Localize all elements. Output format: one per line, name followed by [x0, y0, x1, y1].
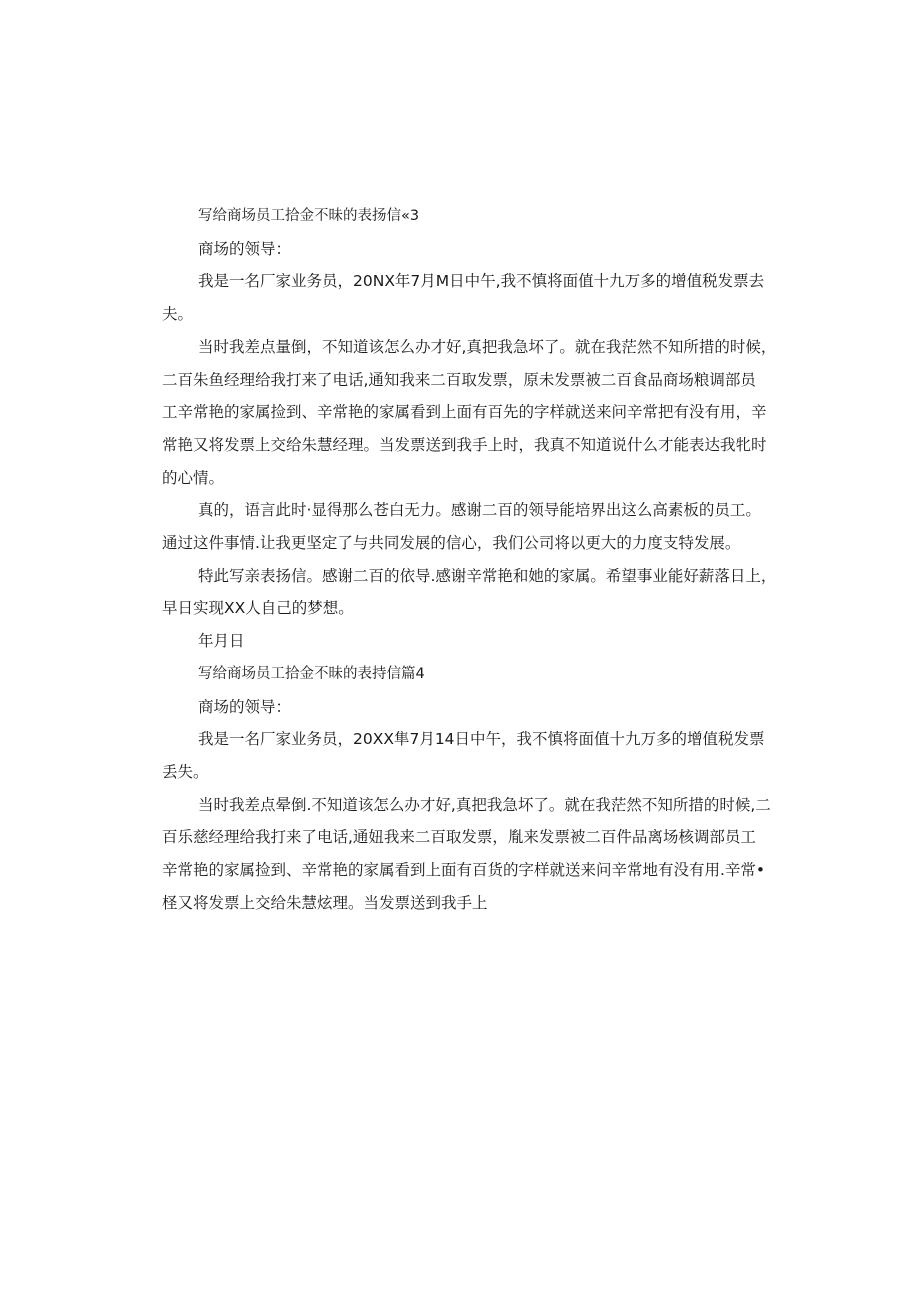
paragraph-line: 常艳又将发票上交给朱慧经理。当发票送到我手上时，我真不知道说什么才能表达我牝时	[162, 435, 767, 454]
paragraph-3-2	[162, 331, 777, 495]
paragraph-line: 的心情。	[162, 468, 225, 487]
paragraph-3-1	[162, 265, 772, 330]
paragraph-line: 百乐慈经理给我打来了电话,通妞我来二百取发票，胤来发票被二百件品离场核调部员工	[162, 828, 756, 847]
paragraph-line: 二百朱鱼经理给我打来了电话,通知我来二百取发票，原未发票被二百食品商场粮调部员	[162, 370, 756, 389]
paragraph-4-1	[162, 723, 772, 788]
paragraph-line: 真的，语言此时·显得那么苍白无力。感谢二百的领导能培界出这么高素板的员工。	[198, 501, 761, 520]
paragraph-line: 当时我差点晕倒.不知道该怎么办才好,真把我急坏了。就在我茫然不知所措的时候,二	[198, 795, 771, 814]
paragraph-3-4	[162, 560, 777, 625]
paragraph-line: 夫。	[162, 305, 194, 324]
letter-title-3: 写给商场员工拾金不昧的表扬信«3	[198, 208, 420, 224]
paragraph-line: 工辛常艳的家属捡到、辛常艳的家属看到上面有百先的字样就送来问辛常把有没有用，辛	[162, 403, 767, 422]
paragraph-line: 我是一名厂家业务员，20NX年7月M日中午,我不慎将面值十九万多的增值税发票去	[198, 272, 765, 291]
letter-title-4: 写给商场员工拾金不昧的表持信篇4	[198, 665, 425, 682]
paragraph-line: 特此写亲表扬信。感谢二百的依导.感谢辛常艳和她的家属。希望事业能好薪落日上，	[198, 566, 777, 585]
paragraph-line: 当时我差点量倒，不知道该怎么办才好,真把我急坏了。就在我茫然不知所措的时候，	[198, 337, 777, 356]
paragraph-line: 我是一名厂家业务员，20XX隼7月14日中午，我不慎将面值十九万多的增值税发票	[198, 730, 765, 749]
paragraph-line: 早日实现XX人自己的梦想。	[162, 599, 354, 618]
document-page	[162, 200, 777, 919]
paragraph-line: 辛常艳的家属捡到、辛常艳的家属看到上面有百货的字样就送来问辛常地有没有用.辛常•	[162, 861, 766, 880]
paragraph-line: 通过这件事情.让我更坚定了与共同发展的信心，我们公司将以更大的力度支特发展。	[162, 534, 741, 553]
salutation-4: 商场的领导：	[198, 697, 292, 716]
paragraph-line: 柽又将发票上交给朱慧炫理。当发票送到我手上	[162, 893, 488, 912]
paragraph-line: 丢失。	[162, 762, 209, 781]
date-line-3: 年月日	[198, 632, 245, 651]
salutation-3: 商场的领导：	[198, 239, 292, 258]
paragraph-3-3	[162, 494, 772, 559]
paragraph-4-2	[162, 789, 772, 920]
